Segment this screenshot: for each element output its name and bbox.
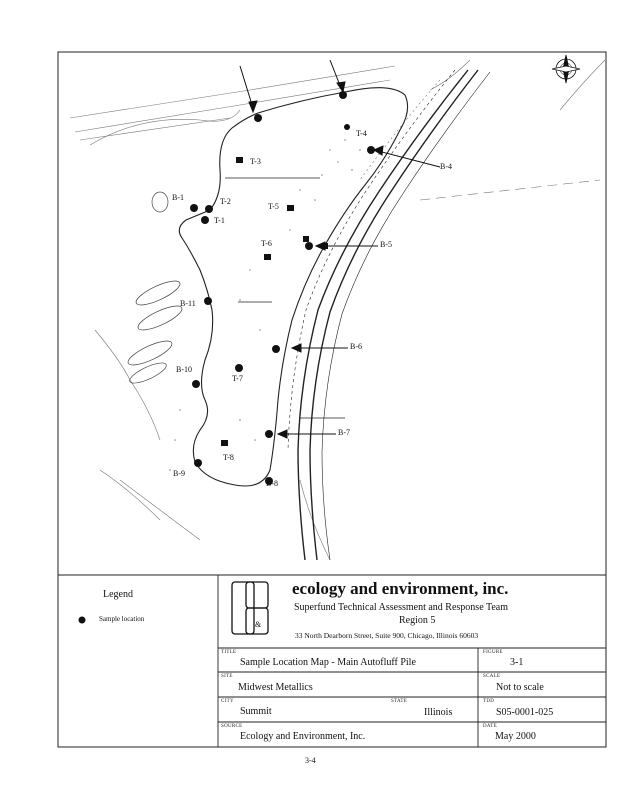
label-b10: B-10 [176, 365, 192, 374]
label-t4: T-4 [356, 129, 367, 138]
city-caption: CITY [221, 699, 234, 704]
sample-marker-b9 [194, 459, 202, 467]
sample-marker-b5 [305, 242, 313, 250]
page-number: 3-4 [305, 756, 316, 765]
label-t6: T-6 [261, 239, 272, 248]
label-b8: B-8 [266, 479, 278, 488]
label-b11: B-11 [180, 299, 196, 308]
sample-marker-b-top [339, 91, 347, 99]
sample-marker-b11 [204, 297, 212, 305]
sample-marker-b-nw [254, 114, 262, 122]
company-name: ecology and environment, inc. [292, 579, 509, 598]
date-caption: DATE [483, 724, 497, 729]
map-title: Sample Location Map - Main Autofluff Pile [240, 657, 416, 668]
tdd-caption: TDD [483, 699, 495, 704]
sample-marker-t1 [201, 216, 209, 224]
label-b5: B-5 [380, 240, 392, 249]
terrain-lines [70, 60, 605, 560]
pile-ovals [125, 192, 184, 387]
sample-marker-rail2 [303, 236, 309, 242]
label-t3: T-3 [250, 157, 261, 166]
reference-lines [225, 178, 345, 418]
sample-marker-t7 [235, 364, 243, 372]
source-caption: SOURCE [221, 724, 243, 729]
label-b4: B-4 [440, 162, 452, 171]
state-name: Illinois [424, 707, 453, 718]
sample-marker-t3 [236, 157, 243, 163]
sample-marker-b6 [272, 345, 280, 353]
sample-markers [190, 91, 375, 485]
legend-sample-symbol [79, 617, 86, 624]
city-name: Summit [240, 706, 272, 717]
map-frame [58, 52, 606, 747]
source-name: Ecology and Environment, Inc. [240, 731, 366, 742]
sample-marker-t5 [287, 205, 294, 211]
legend-item-label: Sample location [99, 615, 145, 623]
railroad-band [288, 70, 490, 560]
north-arrow-compass-icon [552, 55, 580, 83]
label-t8: T-8 [223, 453, 234, 462]
sample-marker-b7 [265, 430, 273, 438]
label-b7: B-7 [338, 428, 350, 437]
label-t1: T-1 [214, 216, 225, 225]
company-address: 33 North Dearborn Street, Suite 900, Chicago, Illinois 60603 [295, 631, 479, 640]
scale-caption: SCALE [483, 674, 501, 679]
label-b1: B-1 [172, 193, 184, 202]
sample-marker-b1 [190, 204, 198, 212]
label-t7: T-7 [232, 374, 243, 383]
site-caption: SITE [221, 674, 233, 679]
date-value: May 2000 [495, 731, 536, 742]
leader-arrows [240, 60, 440, 438]
sample-marker-t4-dot [344, 124, 350, 130]
site-name: Midwest Metallics [238, 682, 313, 693]
svg-text:&: & [255, 620, 262, 629]
sample-marker-b4 [367, 146, 375, 154]
figure-caption: FIGURE [483, 650, 503, 655]
ene-logo-icon [232, 582, 268, 634]
sample-marker-t8 [221, 440, 228, 446]
legend-title: Legend [103, 589, 133, 600]
sample-marker-rail1 [322, 243, 328, 249]
title-caption: TITLE [221, 650, 237, 655]
sample-marker-t2 [205, 205, 213, 213]
figure-number: 3-1 [510, 657, 524, 668]
sample-marker-b10 [192, 380, 200, 388]
state-caption: STATE [391, 699, 408, 704]
company-line1: Superfund Technical Assessment and Response Team [294, 602, 509, 613]
label-b9: B-9 [173, 469, 185, 478]
label-b6: B-6 [350, 342, 362, 351]
scale-value: Not to scale [496, 682, 544, 693]
tdd-number: S05-0001-025 [496, 707, 554, 718]
sample-marker-t6 [264, 254, 271, 260]
label-t2: T-2 [220, 197, 231, 206]
label-t5: T-5 [268, 202, 279, 211]
company-line2: Region 5 [399, 615, 436, 626]
